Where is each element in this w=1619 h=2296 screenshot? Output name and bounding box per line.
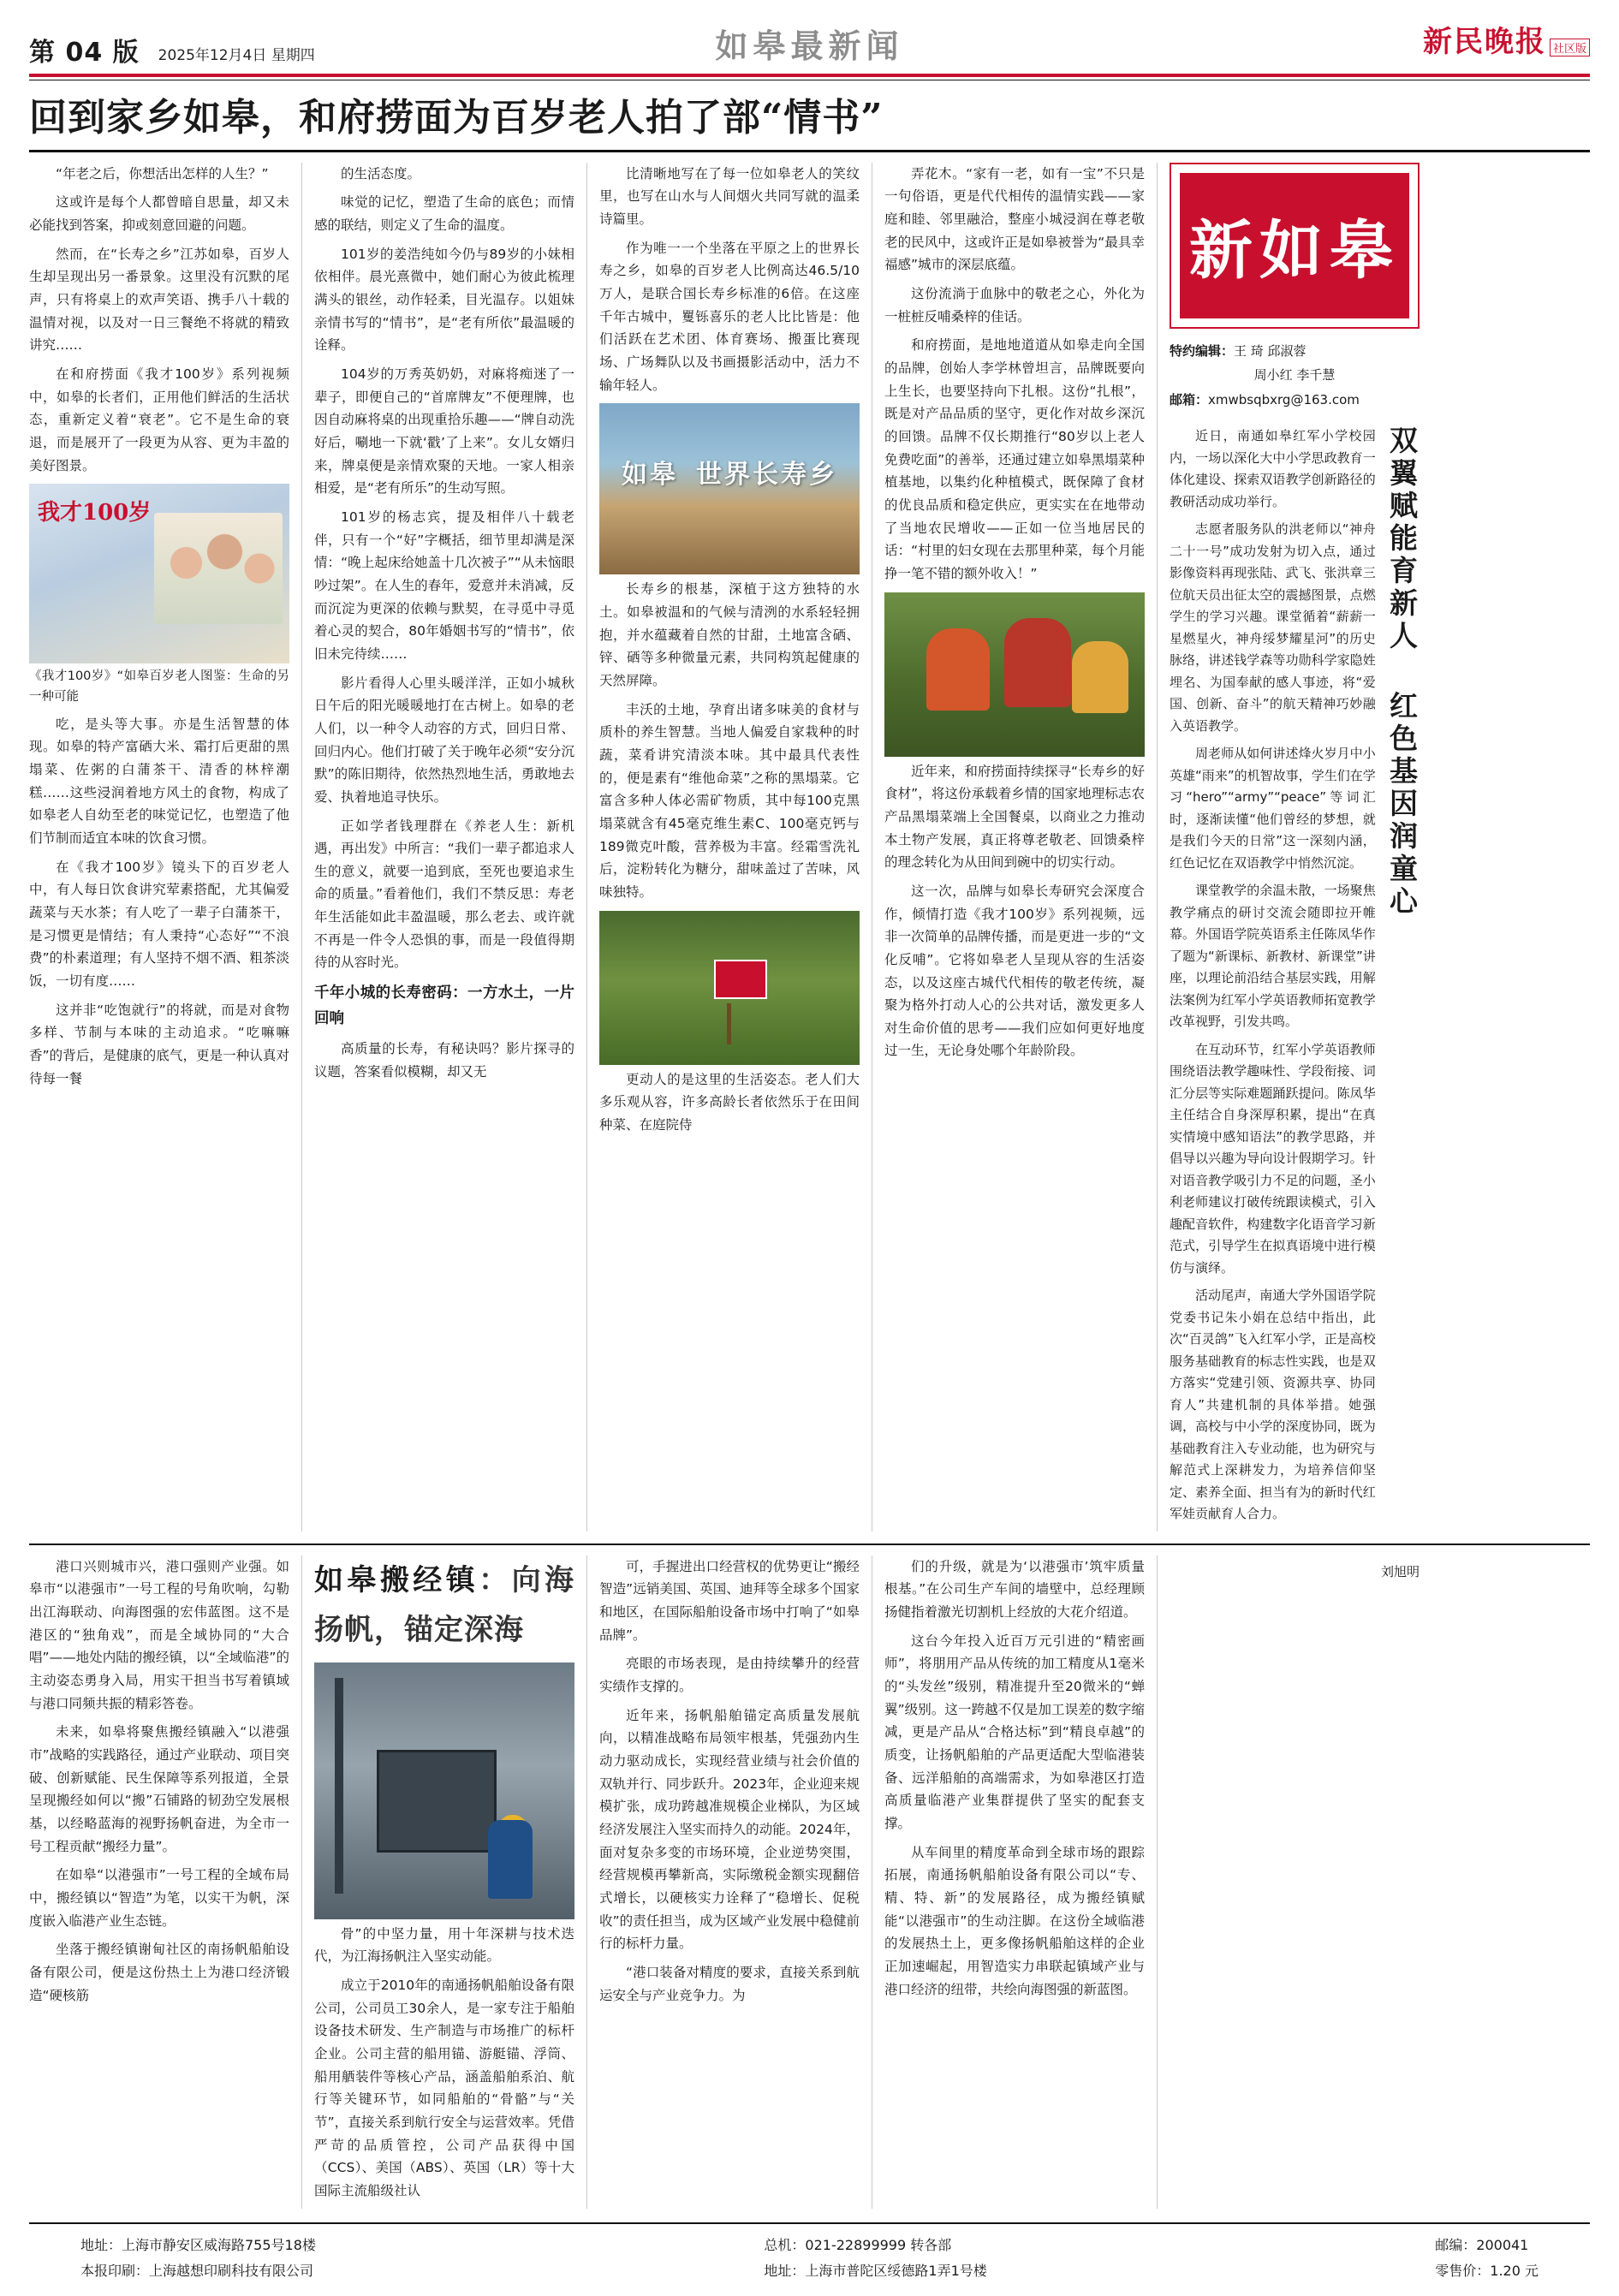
- anchor-block-shape: [377, 1750, 497, 1853]
- lead-column-1: [29, 163, 289, 1532]
- footer-printer: 本报印刷：上海越想印刷科技有限公司: [80, 2263, 314, 2279]
- publication-date: 2025年12月4日 星期四: [158, 47, 315, 64]
- lead-column-3: [599, 163, 860, 1532]
- footer-price: 零售价：1.20 元: [1435, 2263, 1539, 2279]
- paragraph: 高质量的长寿，有秘诀吗？影片探寻的议题，答案看似模糊，却又无: [314, 1041, 574, 1080]
- paragraph: 在《我才100岁》镜头下的百岁老人中，有人每日饮食讲究荤素搭配，尤其偏爱蔬菜与天水茶；有人吃了一辈子白蒲茶干，是习惯更是情结；有人秉持“心态好”“不浪费”的朴素道理；有人坚持不烟不酒、粗茶淡饭，一切有度……: [29, 859, 289, 989]
- paragraph: 亮眼的市场表现，是由持续攀升的经营实绩作支撑的。: [599, 1656, 860, 1695]
- newspaper-brand: [1423, 18, 1590, 60]
- paragraph: 更动人的是这里的生活姿态。老人们大多乐观从容，许多高龄长者依然乐于在田间种菜、在庭院侍: [599, 1071, 860, 1133]
- bottom-column-2: [314, 1555, 574, 2209]
- paragraph: 作为唯一一个坐落在平原之上的世界长寿之乡，如皋的百岁老人比例高达46.5/10万人，是联合国长寿乡标准的6倍。在这座千年古城中，矍铄喜乐的老人比比皆是：他们活跃在艺术团、体育赛场、搬蛋比赛现场、广场舞队以及书画摄影活动中，活力不输年轻人。: [599, 240, 860, 393]
- vegetable-field-image: [599, 911, 860, 1065]
- paragraph: 在和府捞面《我才100岁》系列视频中，如皋的长者们，正用他们鲜活的生活状态，重新定义着“衰老”。它不是生命的衰退，而是展开了一段更为从容、更为丰盈的美好图景。: [29, 366, 289, 473]
- bottom-headline: [314, 1555, 574, 1656]
- shipyard-photo: [314, 1663, 574, 1919]
- farmer-figure: [1072, 641, 1128, 713]
- paragraph: 104岁的万秀英奶奶，对麻将痴迷了一辈子，即便自己的“首席牌友”不便理牌，也因自动麻将桌的出现重拾乐趣——“牌自动洗好后，唰地一下就‘戳’了上来”。女儿女婿归来，牌桌便是亲情欢聚的天地。一家人相亲相爱，是“老有所乐”的生动写照。: [314, 366, 574, 497]
- paragraph: 101岁的杨志宾，提及相伴八十载老伴，只有一个“好”字概括，细节里却满是深情：“晚上起床给她盖十几次被子”“从未恼眼吵过架”。在人生的春年，爱意并未消减，反而沉淀为更深的依赖与默契，在寻觅中寻觅着心灵的契合，80年婚姻书写的“情书”，依旧未完待续……: [314, 509, 574, 662]
- paragraph: 正如学者钱理群在《养老人生：新机遇，再出发》中所言：“我们一辈子都追求人生的意义，就要一追到底，至死也要追求生命的质量。”看着他们，我们不禁反思：寿老年生活能如此丰盈温暖，那么老去、或许就不再是一件令人恐惧的事，而是一段值得期待的从容时光。: [314, 818, 574, 971]
- paragraph: 在互动环节，红军小学英语教师围绕语法教学趣味性、学段衔接、词汇分层等实际难题踊跃提问。陈凤华主任结合自身深厚积累，提出“在真实情境中感知语法”的教学思路，并倡导以兴趣为导向设计假期学习。针对语音教学吸引力不足的问题，圣小利老师建议打破传统跟读模式，引入趣配音软件，构建数字化语音学习新范式，引导学生在拟真语境中进行模仿与演绎。: [1170, 1041, 1376, 1276]
- credit-label: 邮箱：: [1170, 391, 1209, 407]
- paragraph: 港口兴则城市兴，港口强则产业强。如皋市“以港强市”一号工程的号角吹响，勾勒出江海联动、向海图强的宏伟蓝图。这不是港区的“独角戏”，而是全域协同的“大合唱”——地处内陆的搬经镇，以“全域临港”的主动姿态勇身入局，用实干担当书写着镇域与港口同频共振的精彩答卷。: [29, 1558, 289, 1711]
- bottom-column-4: [884, 1555, 1145, 2209]
- promo-box: [1170, 163, 1420, 329]
- image-caption: 《我才100岁》“如皋百岁老人图鉴：生命的另一种可能: [29, 669, 289, 704]
- bottom-headline-prefix: 如皋搬经镇: [314, 1562, 479, 1597]
- section-title: 如皋最新闻: [715, 27, 904, 65]
- paragraph: 这份流淌于血脉中的敬老之心，外化为一桩桩反哺桑梓的佳话。: [884, 286, 1145, 324]
- promo-column: [1170, 163, 1420, 1532]
- footer-postcode: 邮编：200041: [1435, 2236, 1529, 2253]
- masthead: [29, 15, 1590, 68]
- footer-address-2: 地址：上海市普陀区绥德路1弄1号楼: [764, 2263, 987, 2279]
- column-separator: [586, 1555, 587, 2209]
- field-sign: [714, 960, 767, 999]
- bottom-column-1: [29, 1555, 289, 2209]
- paragraph: “年老之后，你想活出怎样的人生？”: [56, 165, 269, 181]
- crane-shape: [335, 1678, 343, 1894]
- credit-value: xmwbsqbxrg@163.com: [1208, 391, 1360, 407]
- worker-figure: [488, 1820, 533, 1899]
- town-landscape-image: [599, 403, 860, 574]
- paragraph: 影片看得人心里头暖洋洋，正如小城秋日午后的阳光暖暖地打在古树上。如皋的老人们，以一种令人动容的方式，回归日常、回归内心。他们打破了关于晚年必须“安分沉默”的陈旧期待，依然热烈地生活，勇敢地去爱、执着地追寻快乐。: [314, 675, 574, 805]
- lead-headline: 回到家乡如皋，和府捞面为百岁老人拍了部“情书”: [29, 96, 884, 140]
- paragraph: 丰沃的土地，孕育出诸多味美的食材与质朴的养生智慧。当地人偏爱自家栽种的时蔬，菜肴讲究清淡本味。其中最具代表性的，便是素有“维他命菜”之称的黑塌菜。它富含多种人体必需矿物质，其中每100克黑塌菜就含有45毫克维生素C、100毫克钙与189微克叶酸，营养极为丰富。经霜雪洗礼后，淀粉转化为糖分，甜味盖过了苦味，风味独特。: [599, 701, 860, 900]
- lead-column-4: [884, 163, 1145, 1532]
- column-separator: [1157, 163, 1158, 1532]
- book-title-text: 我才100岁: [38, 500, 152, 526]
- headline-rule: [29, 150, 1590, 152]
- footer-phone: 总机：021-22899999 转各部: [764, 2236, 952, 2253]
- section-divider: [29, 1544, 1590, 1545]
- xinrugao-logo: 新如皋: [1180, 173, 1409, 318]
- masthead-red-rule: [29, 74, 1590, 77]
- paragraph: 然而，在“长寿之乡”江苏如皋，百岁人生却呈现出另一番景象。这里没有沉默的尾声，只有将桌上的欢声笑语、携手八十载的温情对视，以及对一日三餐绝不将就的精致讲究……: [29, 246, 289, 354]
- credit-line: [1170, 363, 1420, 388]
- credit-value: 周小红 李千慧: [1253, 367, 1336, 384]
- footer-right: [1435, 2233, 1539, 2285]
- paragraph: 坐落于搬经镇谢甸社区的南扬帆船舶设备有限公司，便是这份热土上为港口经济锻造“硬核筋: [29, 1942, 289, 2003]
- paragraph: 这或许是每个人都曾暗自思量，却又未必能找到答案，抑或刻意回避的问题。: [29, 194, 289, 234]
- paragraph: 长寿乡的根基，深植于这方独特的水土。如皋被温和的气候与清洌的水系轻轻拥抱，并水蕴藏着自然的甘甜，土地富含硒、锌、硒等多种微量元素，共同构筑起健康的天然屏障。: [599, 581, 860, 688]
- lead-article-grid: [29, 163, 1590, 1532]
- paragraph: 的生活态度。: [341, 165, 421, 181]
- field-post: [727, 1003, 731, 1044]
- paragraph: 和府捞面，是地地道道从如皋走向全国的品牌，创始人李学林曾坦言，品牌既要向上生长，也要坚持向下扎根。这份“扎根”，既是对产品品质的坚守，更化作对故乡深沉的回馈。品牌不仅长期推行“80岁以上老人免费吃面”的善举，还通过建立如皋黑塌菜种植基地，以集约化种植模式，既保障了食材的优良品质和稳定供应，更实实在在地带动了当地农民增收——正如一位当地居民的话：“村里的妇女现在去那里种菜，每个月能挣一笔不错的额外收入！”: [884, 337, 1145, 581]
- editor-credits: [1170, 339, 1420, 413]
- paragraph: 活动尾声，南通大学外国语学院党委书记朱小娟在总结中指出，此次“百灵鸽”飞入红军小学，正是高校服务基础教育的标志性实践，也是双方落实“党建引领、资源共享、协同育人”共建机制的具体举措。她强调，高校与中小学的深度协同，既为基础教育注入专业动能，也为研究与解范式上深耕发力，为培养信仰坚定、素养全面、担当有为的新时代红军娃贡献育人合力。: [1170, 1288, 1376, 1522]
- bottom-article-grid: [29, 1555, 1590, 2209]
- paragraph: 近年来，扬帆船舶锚定高质量发展航向，以精准战略布局领牢根基，凭强劲内生动力驱动成长，实现经营业绩与社会价值的双轨并行、同步跃升。2023年，企业迎来规模扩张，成功跨越准规模企业梯队，为区域经济发展注入坚实而持久的动能。2024年，面对复杂多变的市场环境，企业逆势突围，经营规模再攀新高，实际缴税金额实现翻倍式增长，以硬核实力诠释了“稳增长、促税收”的责任担当，成为区域产业发展中稳健前行的标杆力量。: [599, 1707, 860, 1952]
- paragraph: 周老师从如何讲述烽火岁月中小英雄“雨来”的机智故事，学生们在学习“hero”“army”“peace”等词汇时，逐渐读懂“他们曾经的梦想，就是我们今天的日常”这一深刻内涵，红色记忆在双语教学中悄然沉淀。: [1170, 746, 1376, 871]
- bottom-headline-main: ：向海扬帆，锚定深海: [314, 1562, 575, 1648]
- bottom-column-3: [599, 1555, 860, 2209]
- column-separator: [586, 163, 587, 1532]
- column-separator: [301, 163, 302, 1532]
- paragraph: 吃，是头等大事。亦是生活智慧的体现。如皋的特产富硒大米、霜打后更甜的黑塌菜、佐粥的白蒲茶干、清香的林梓潮糕……这些浸润着地方风土的食物，构成了如皋老人自幼至老的味觉记忆，也塑造了他们节制而适宜本味的饮食习惯。: [29, 716, 289, 846]
- promo-vertical-headline: 双翼赋能育新人 红色基因润童心: [1385, 425, 1419, 919]
- brand-subtitle: 社区版: [1550, 39, 1590, 57]
- paragraph: 课堂教学的余温未散，一场聚焦教学痛点的研讨交流会随即拉开帷幕。外国语学院英语系主任陈凤华作了题为“新课标、新教材、新课堂”讲座，以理论前沿结合基层实践，用解法案例为红军小学英语教师拓宽教学改革视野，引发共鸣。: [1170, 883, 1376, 1030]
- image-overlay-text-left: 如皋: [622, 460, 678, 491]
- paragraph: 这一次，品牌与如皋长寿研究会深度合作，倾情打造《我才100岁》系列视频，远非一次简单的品牌传播，而是更进一步的“文化反哺”。它将如皋老人呈现从容的生活姿态，以及这座古城代代相传的敬老传统，凝聚为格外打动人心的公共对话，激发更多人对生命价值的思考——我们应如何更好地度过一生，无论身处哪个年龄阶段。: [884, 883, 1145, 1059]
- paragraph: 们的升级，就是为‘以港强市’筑牢质量根基。”在公司生产车间的墙壁中，总经理顾扬健指着激光切割机上经放的大花介绍道。: [884, 1558, 1145, 1621]
- paragraph: “港口装备对精度的要求，直接关系到航运安全与产业竞争力。为: [599, 1964, 860, 2003]
- brand-name: 新民晚报: [1422, 25, 1546, 59]
- bottom-column-5: [1170, 1555, 1420, 2209]
- footer: [29, 2224, 1590, 2288]
- farmers-harvest-image: [884, 592, 1145, 757]
- paragraph: 弄花木。“家有一老，如有一宝”不只是一句俗语，更是代代相传的温情实践——家庭和睦、邻里融洽，整座小城浸润在尊老敬老的民风中，这或许正是如皋被誉为“最具幸福感”城市的深层底蕴。: [884, 165, 1145, 273]
- footer-address: 地址：上海市静安区威海路755号18楼: [80, 2236, 316, 2253]
- subheading: 千年小城的长寿密码：一方水土，一片回响: [314, 984, 574, 1028]
- paragraph: 比清晰地写在了每一位如皋老人的笑纹里，也写在山水与人间烟火共同写就的温柔诗篇里。: [599, 165, 860, 228]
- footer-left: [80, 2233, 316, 2285]
- byline: 刘旭明: [1380, 1563, 1420, 1579]
- promo-article-body: [1170, 425, 1376, 1532]
- paragraph: 从车间里的精度革命到全球市场的跟踪拓展，南通扬帆船舶设备有限公司以“专、精、特、新”的发展路径，成为搬经镇赋能“以港强市”的生动注脚。在这份全域临港的发展热土上，更多像扬帆船舶这样的企业正加速崛起，用智造实力串联起镇域产业与港口经济的纽带，共绘向海图强的新蓝图。: [884, 1844, 1145, 1997]
- paragraph: 味觉的记忆，塑造了生命的底色；而情感的联结，则定义了生命的温度。: [314, 194, 574, 234]
- elders-photo: [154, 513, 283, 624]
- paragraph: 可，手握进出口经营权的优势更让“搬经智造”远销美国、英国、迪拜等全球多个国家和地区，在国际船舶设备市场中打响了“如皋品牌”。: [599, 1558, 860, 1643]
- paragraph: 成立于2010年的南通扬帆船舶设备有限公司，公司员工30余人，是一家专注于船舶设备技术研发、生产制造与市场推广的标杆企业。公司主营的船用锚、游艇锚、浮筒、船用舾装件等核心产品，涵盖船舶系泊、航行等关键环节，如同船舶的“骨骼”与“关节”，直接关系到航行安全与运营效率。凭借严苛的品质管控，公司产品获得中国（CCS）、美国（ABS）、英国（LR）等十大国际主流船级社认: [314, 1978, 574, 2198]
- paragraph: 近日，南通如皋红军小学校园内，一场以深化大中小学思政教育一体化建设、探索双语教学创新路径的教研活动成功举行。: [1170, 428, 1376, 509]
- farmer-figure: [1004, 618, 1071, 707]
- lead-column-2: [314, 163, 574, 1532]
- column-separator: [301, 1555, 302, 2209]
- book-cover-image: [29, 484, 289, 663]
- credit-line: [1170, 388, 1420, 413]
- paragraph: 在如皋“以港强市”一号工程的全域布局中，搬经镇以“智造”为笔，以实干为帆，深度嵌入临港产业生态链。: [29, 1867, 289, 1929]
- paragraph: 这并非“吃饱就行”的将就，而是对食物多样、节制与本味的主动追求。“吃嘛嘛香”的背后，是健康的底气，更是一种认真对待每一餐: [29, 1002, 289, 1086]
- credit-value: 王 琦 邱淑蓉: [1234, 342, 1307, 359]
- edition-label: 第 04 版: [29, 38, 140, 68]
- paragraph: 骨”的中坚力量，用十年深耕与技术迭代，为江海扬帆注入坚实动能。: [314, 1925, 574, 1965]
- paragraph: 近年来，和府捞面持续探寻“长寿乡的好食材”，将这份承载着乡情的国家地理标志农产品黑塌菜端上全国餐桌，以商业之力推动本土物产发展，真正将尊老敬老、回馈桑梓的理念转化为从田间到碗中的切实行动。: [884, 763, 1145, 871]
- paragraph: 未来，如皋将聚焦搬经镇融入“以港强市”战略的实践路径，通过产业联动、项目突破、创新赋能、民生保障等系列报道，全景呈现搬经如何以“搬”石铺路的韧劲空发展根基，以经略蓝海的视野扬帆奋进，为全市一号工程贡献“搬经力量”。: [29, 1724, 289, 1854]
- paragraph: 101岁的姜浩纯如今仍与89岁的小妹相依相伴。晨光熹微中，她们耐心为彼此梳理满头的银丝，动作轻柔，目光温存。以姐妹亲情书写的“情书”，是“老有所依”最温暖的诠释。: [314, 246, 574, 354]
- farmer-figure: [926, 628, 990, 711]
- image-overlay-text-right: 世界长寿乡: [696, 460, 837, 491]
- credit-label: 特约编辑：: [1170, 342, 1235, 359]
- credit-line: [1170, 339, 1420, 364]
- paragraph: 志愿者服务队的洪老师以“神舟二十一号”成功发射为切入点，通过影像资料再现张陆、武飞、张洪章三位航天员出征太空的震撼图景，点燃学生的学习兴趣。课堂循着“薪薪一星燃星火，神舟绥梦耀星河”的历史脉络，讲述钱学森等功勋科学家隐姓埋名、为国奉献的感人事迹，将“爱国、创新、奋斗”的航天精神巧妙融入英语教学。: [1170, 521, 1376, 734]
- column-separator: [1157, 1555, 1158, 2209]
- footer-mid: [764, 2233, 986, 2285]
- paragraph: 这台今年投入近百万元引进的“精密画师”，将朋用产品从传统的加工精度从1毫米的“头发丝”级别，精准提升至20微米的“蝉翼”级别。这一跨越不仅是加工误差的数字缩减，更是产品从“合格达标”到“精良卓越”的质变，让扬帆船舶的产品更适配大型临港装备、远洋船舶的高端需求，为如皋港区打造高质量临港产业集群提供了坚实的配套支撑。: [884, 1633, 1145, 1832]
